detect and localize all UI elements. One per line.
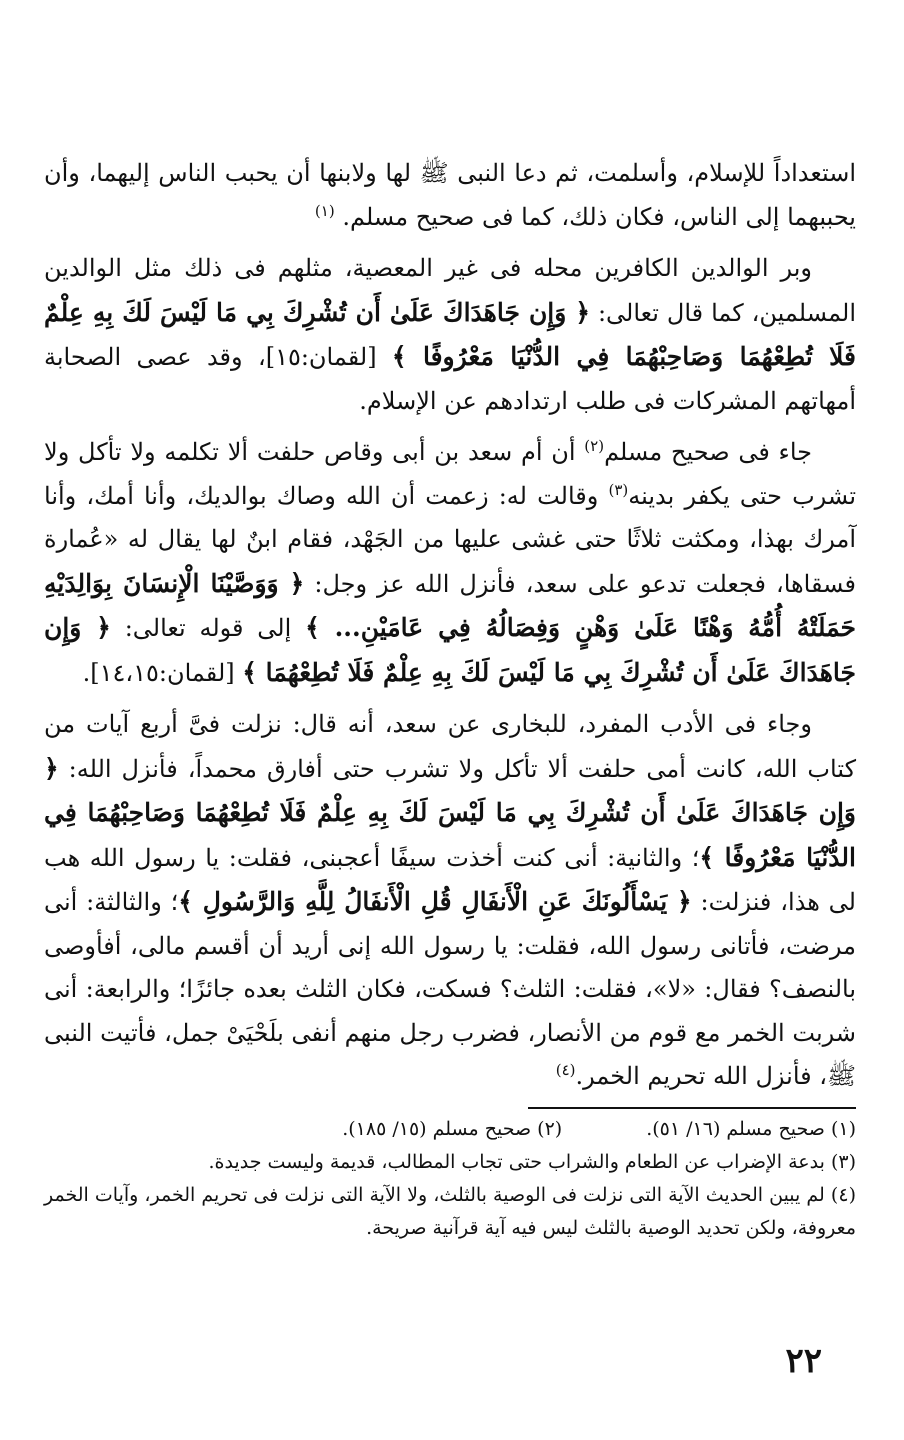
paragraph-3-text-d: إلى قوله تعالى: — [124, 614, 292, 642]
footnote-2: (٢) صحيح مسلم (١٥/ ١٨٥). — [342, 1117, 563, 1140]
paragraph-3-text-b: أن أم سعد بن أبى وقاص حلفت ألا تكلمه ولا تأكل ولا تشرب حتى يكفر بدينه — [44, 438, 856, 510]
footnote-ref-2: (٢) — [584, 437, 605, 455]
footnote-1: (١) صحيح مسلم (١٦/ ٥١). — [646, 1117, 856, 1140]
footnote-ref-4: (٤) — [555, 1061, 576, 1079]
paragraph-4-text-c: ؛ والثالثة: أنى مرضت، فأتانى رسول الله، فقلت: يا رسول الله إنى أريد أن أقسم مالى، أفأوصى بالنصف؟ فقال: «لا»، فقلت: الثلث؟ فسكت، فكان الثلث بعده جائزًا؛ والرابعة: أنى شربت الخمر مع قوم من الأنصار، فضرب رجل منهم أنفى بلَحْيَىْ جمل، فأتيت النبى ﷺ، فأنزل الله تحريم الخمر. — [44, 888, 856, 1090]
footnote-3: (٣) بدعة الإضراب عن الطعام والشراب حتى تجاب المطالب، قديمة وليست جديدة. — [208, 1150, 856, 1173]
page-number: ٢٢ — [785, 1341, 822, 1381]
footnote-row — [44, 1113, 856, 1146]
paragraph-2-text-end: [لقمان:١٥]، وقد عصى الصحابة أمهاتهم المشركات فى طلب ارتدادهم عن الإسلام. — [44, 343, 856, 415]
paragraph-4-text: وجاء فى الأدب المفرد، للبخارى عن سعد، أنه قال: نزلت فىَّ أربع آيات من كتاب الله، كانت أمى حلفت ألا تأكل ولا تشرب حتى أفارق محمداً، فأنزل الله: — [44, 710, 856, 783]
paragraph-3 — [44, 431, 856, 695]
paragraph-2-text: وبر الوالدين الكافرين محله فى غير المعصية، مثلهم فى ذلك مثل الوالدين المسلمين، كما قال تعالى: — [44, 254, 856, 327]
footnote-4: (٤) لم يبين الحديث الآية التى نزلت فى الوصية بالثلث، ولا الآية التى نزلت فى تحريم الخمر، وآيات الخمر معروفة، ولكن تحديد الوصية بالثلث ليس فيه آية قرآنية صريحة. — [44, 1183, 856, 1239]
quran-verse: ﴿ وَإِن جَاهَدَاكَ عَلَىٰ أَن تُشْرِكَ بِي مَا لَيْسَ لَكَ بِهِ عِلْمٌ فَلَا تُطِعْهُمَا وَصَاحِبْهُمَا فِي الدُّنْيَا مَعْرُوفًا ﴾ — [44, 753, 856, 872]
footnote-divider — [528, 1107, 856, 1109]
paragraph-3-text-c: وقالت له: زعمت أن الله وصاك بوالديك، وأنا أمك، وأنا آمرك بهذا، ومكثت ثلاثًا حتى غشى عليها من الجَهْد، فقام ابنٌ لها يقال له «عُمارة فسقاها، فجعلت تدعو على سعد، فأنزل الله عز وجل: — [44, 481, 857, 598]
quran-verse: ﴿ وَإِن جَاهَدَاكَ عَلَىٰ أَن تُشْرِكَ بِي مَا لَيْسَ لَكَ بِهِ عِلْمٌ فَلَا تُطِعْهُمَا ﴾ — [44, 613, 856, 687]
footnotes — [44, 1113, 856, 1245]
paragraph-1-text: استعداداً للإسلام، وأسلمت، ثم دعا النبى ﷺ لها ولابنها أن يحبب الناس إليهما، وأن يحببهما إلى الناس، فكان ذلك، كما فى صحيح مسلم. — [44, 159, 856, 231]
paragraph-4-text-b: ؛ والثانية: أنى كنت أخذت سيفًا أعجبنى، فقلت: يا رسول الله هب لى هذا، فنزلت: — [44, 843, 856, 916]
paragraph-4 — [44, 703, 856, 1099]
quran-verse: ﴿ وَوَصَّيْنَا الْإِنسَانَ بِوَالِدَيْهِ حَمَلَتْهُ أُمُّهُ وَهْنًا عَلَىٰ وَهْنٍ وَفِصَالُهُ فِي عَامَيْنِ... ﴾ — [44, 568, 857, 642]
paragraph-3-text: جاء فى صحيح مسلم — [604, 438, 812, 466]
footnote-ref-3: (٣) — [608, 480, 629, 499]
quran-verse: ﴿ يَسْأَلُونَكَ عَنِ الْأَنفَالِ قُلِ الْأَنفَالُ لِلَّهِ وَالرَّسُولِ ﴾ — [178, 887, 692, 916]
paragraph-2 — [44, 247, 856, 423]
paragraph-3-text-e: [لقمان:١٤،١٥]. — [82, 658, 235, 687]
footnote-ref-1: (١) — [314, 201, 335, 220]
paragraph-1 — [44, 152, 856, 239]
quran-verse: ﴿ وَإِن جَاهَدَاكَ عَلَىٰ أَن تُشْرِكَ بِي مَا لَيْسَ لَكَ بِهِ عِلْمٌ فَلَا تُطِعْهُمَا وَصَاحِبْهُمَا فِي الدُّنْيَا مَعْرُوفًا ﴾ — [44, 297, 856, 371]
